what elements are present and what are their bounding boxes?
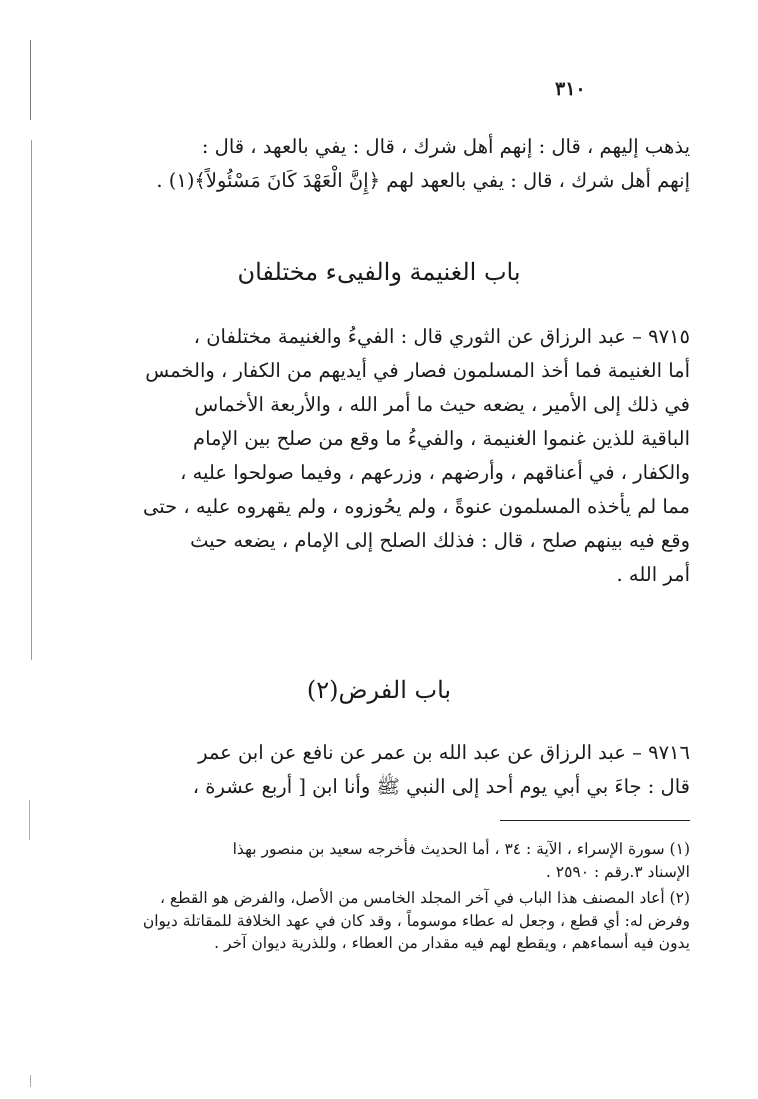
footnote-line: (١) سورة الإسراء ، الآية : ٣٤ ، أما الحديث فأخرجه سعيد بن منصور بهذا bbox=[232, 840, 690, 858]
text-line: يذهب إليهم ، قال : إنهم أهل شرك ، قال : يفي بالعهد ، قال : bbox=[201, 135, 690, 158]
text-line: ٩٧١٥ – عبد الرزاق عن الثوري قال : الفيءُ والغنيمة مختلفان ، bbox=[193, 325, 690, 348]
text-line: أمر الله . bbox=[616, 563, 690, 586]
text-line: ٩٧١٦ – عبد الرزاق عن عبد الله بن عمر عن نافع عن ابن عمر bbox=[198, 741, 690, 764]
footnote-line: يدون فيه أسماءهم ، ويقطع لهم فيه مقدار من العطاء ، وللذرية ديوان آخر . bbox=[214, 934, 690, 952]
text-line: وقع فيه بينهم صلح ، قال : فذلك الصلح إلى الإمام ، يضعه حيث bbox=[190, 529, 690, 552]
scan-edge-mark bbox=[29, 800, 30, 840]
footnotes bbox=[60, 838, 690, 955]
hadith-9715 bbox=[60, 320, 690, 592]
scan-edge-mark bbox=[30, 1075, 31, 1087]
intro-paragraph bbox=[60, 130, 690, 198]
section-heading-fard: باب الفرض(٢) bbox=[306, 676, 452, 704]
text-line: أما الغنيمة فما أخذ المسلمون فصار في أيديهم من الكفار ، والخمس bbox=[145, 359, 690, 382]
section-heading-ghanima: باب الغنيمة والفيىء مختلفان bbox=[237, 258, 521, 286]
footnote-line: الإسناد ٣.رقم : ٢٥٩٠ . bbox=[545, 862, 690, 881]
text-line: الباقية للذين غنموا الغنيمة ، والفيءُ ما وقع من صلح بين الإمام bbox=[193, 427, 690, 450]
text-line: إنهم أهل شرك ، قال : يفي بالعهد لهم ﴿إِنَّ الْعَهْدَ كَانَ مَسْئُولاً﴾(١) . bbox=[156, 169, 690, 192]
hadith-9716 bbox=[60, 736, 690, 804]
text-line: في ذلك إلى الأمير ، يضعه حيث ما أمر الله ، والأربعة الأخماس bbox=[194, 393, 690, 416]
footnote-divider bbox=[500, 820, 690, 821]
footnote-line: وفرض له: أي قطع ، وجعل له عطاء موسوماً ، وقد كان في عهد الخلافة للمقاتلة ديوان bbox=[142, 911, 690, 930]
page-number: ٣١٠ bbox=[555, 78, 586, 100]
text-line: والكفار ، في أعناقهم ، وأرضهم ، وزرعهم ، وفيما صولحوا عليه ، bbox=[180, 461, 690, 484]
text-line: قال : جاءَ بي أبي يوم أحد إلى النبي ﷺ وأنا ابن [ أربع عشرة ، bbox=[192, 775, 690, 798]
footnote-line: (٢) أعاد المصنف هذا الباب في آخر المجلد الخامس من الأصل، والفرض هو القطع ، bbox=[159, 889, 690, 907]
scan-edge-mark bbox=[30, 40, 31, 120]
scan-edge-mark bbox=[31, 140, 32, 660]
text-line: مما لم يأخذه المسلمون عنوةً ، ولم يحُوزوه ، ولم يقهروه عليه ، حتى bbox=[143, 495, 690, 518]
